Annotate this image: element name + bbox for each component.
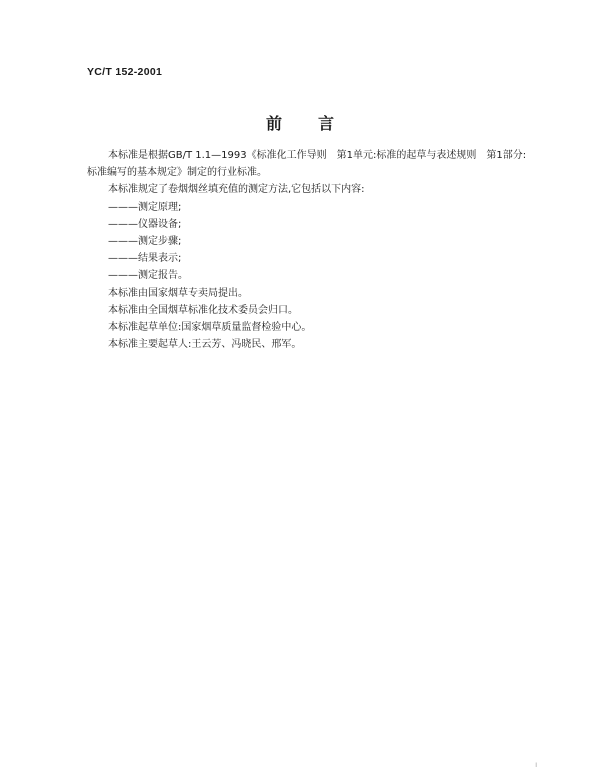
document-body <box>87 147 577 353</box>
paragraph-centralized: 本标准由全国烟草标准化技术委员会归口。 <box>108 304 298 316</box>
list-item: ———测定报告。 <box>108 270 188 282</box>
paragraph-basis-line2: 标准编写的基本规定》制定的行业标准。 <box>87 167 267 179</box>
paragraph-drafters: 本标准主要起草人:王云芳、冯晓民、邢军。 <box>108 339 302 351</box>
paragraph-proposer: 本标准由国家烟草专卖局提出。 <box>108 287 248 299</box>
paragraph-drafting-unit: 本标准起草单位:国家烟草质量监督检验中心。 <box>108 322 312 334</box>
list-item: ———测定原理; <box>108 201 182 213</box>
list-item: ———仪器设备; <box>108 218 182 230</box>
page-number: I <box>535 762 538 769</box>
list-item: ———结果表示; <box>108 253 182 265</box>
document-code: YC/T 152-2001 <box>87 66 163 78</box>
paragraph-basis-line1: 本标准是根据GB/T 1.1—1993《标准化工作导则 第1单元:标准的起草与表述规则 第1部分: <box>108 150 527 161</box>
page-title: 前言 <box>265 114 370 133</box>
paragraph-scope: 本标准规定了卷烟烟丝填充值的测定方法,它包括以下内容: <box>108 184 365 196</box>
list-item: ———测定步骤; <box>108 236 182 248</box>
